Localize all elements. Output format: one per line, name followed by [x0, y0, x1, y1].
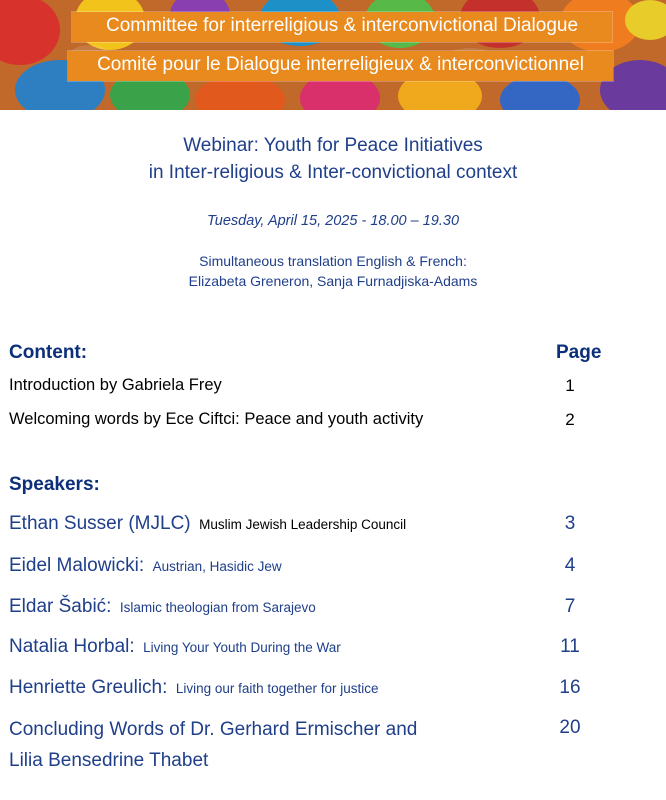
webinar-title-line2: in Inter-religious & Inter-convictional context	[148, 162, 518, 183]
speaker-description: Muslim Jewish Leadership Council	[199, 517, 407, 532]
concluding-words	[9, 714, 417, 776]
speaker-description: Living our faith together for justice	[175, 681, 379, 696]
speaker-name: Eldar Šabić:	[9, 596, 112, 617]
content-item-page: 2	[565, 410, 575, 429]
speaker-row	[0, 513, 666, 541]
content-item-page: 1	[565, 376, 575, 395]
translation-line2: Elizabeta Greneron, Sanja Furnadjiska-Adams	[188, 273, 478, 289]
content-item-label: Welcoming words by Ece Ciftci: Peace and youth activity	[9, 410, 424, 428]
speaker-page: 16	[559, 677, 581, 698]
speaker-name: Henriette Greulich:	[9, 677, 168, 698]
content-item-label: Introduction by Gabriela Frey	[9, 376, 222, 394]
speaker-description: Austrian, Hasidic Jew	[152, 559, 282, 574]
speaker-description: Islamic theologian from Sarajevo	[119, 600, 316, 615]
speaker-name: Eidel Malowicki:	[9, 555, 145, 576]
webinar-date: Tuesday, April 15, 2025 - 18.00 – 19.30	[206, 213, 460, 229]
webinar-title-line1: Webinar: Youth for Peace Initiatives	[183, 135, 483, 156]
speaker-name: Ethan Susser (MJLC)	[9, 513, 191, 534]
concluding-line2: Lilia Bensedrine Thabet	[9, 750, 209, 771]
concluding-line1: Concluding Words of Dr. Gerhard Ermischer and	[9, 719, 418, 740]
speaker-page: 7	[564, 596, 576, 617]
speaker-page: 11	[560, 636, 580, 657]
header-banner	[0, 0, 666, 110]
speaker-row	[0, 555, 666, 583]
content-item	[0, 376, 666, 402]
content-heading: Content:	[9, 342, 88, 363]
committee-name-english: Committee for interreligious & interconvictional Dialogue	[72, 12, 612, 42]
speaker-page: 3	[564, 513, 576, 534]
speaker-name: Natalia Horbal:	[9, 636, 135, 657]
concluding-page: 20	[559, 717, 581, 738]
speaker-description: Living Your Youth During the War	[143, 640, 341, 655]
speaker-row	[0, 636, 666, 664]
content-item	[0, 410, 666, 436]
committee-name-french: Comité pour le Dialogue interreligieux & interconvictionnel	[68, 51, 613, 81]
translation-line1: Simultaneous translation English & French:	[199, 253, 467, 269]
speaker-row	[0, 677, 666, 705]
speakers-heading: Speakers:	[9, 474, 100, 495]
page-heading: Page	[556, 342, 602, 363]
speaker-row	[0, 596, 666, 624]
speaker-page: 4	[564, 555, 576, 576]
